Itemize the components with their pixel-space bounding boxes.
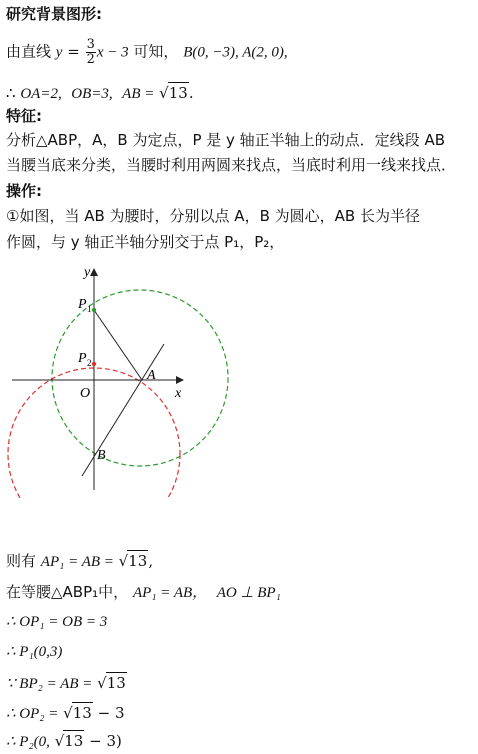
oa-length: OA=2, — [20, 86, 62, 102]
label-b: B — [97, 448, 106, 463]
heading-features: 特征: — [6, 107, 42, 125]
line-equation — [6, 38, 288, 67]
ob-length: OB=3, — [71, 86, 113, 102]
proof-7-sqrt: 13 — [64, 732, 84, 750]
proof-line-7 — [6, 730, 122, 752]
point-a: A(2, 0), — [242, 44, 288, 61]
label-p1: P — [78, 297, 87, 312]
proof-6-expr: ∴ OP₂ = — [6, 706, 59, 722]
line-prefix: 由直线 — [6, 42, 52, 61]
sqrt-sign: √ — [54, 732, 65, 750]
proof-5-sqrt: 13 — [106, 674, 126, 692]
point-p1-dot — [92, 308, 96, 312]
line-lengths — [6, 82, 194, 104]
var-y: y — [55, 44, 63, 61]
label-x: x — [175, 386, 182, 401]
equals: = — [62, 42, 85, 61]
ab-length: AB = — [122, 86, 155, 102]
proof-6-end: − 3 — [97, 704, 125, 722]
sqrt-sign: √ — [63, 704, 73, 722]
features-line-2: 当腰当底来分类，当腰时利用两圆来找点，当底时利用一线来找点． — [6, 156, 457, 174]
label-a: A — [147, 368, 156, 383]
fraction-den: 2 — [86, 52, 95, 67]
proof-5-expr: ∵ BP₂ = AB = — [6, 676, 93, 692]
proof-1-prefix: 则有 — [6, 552, 37, 570]
proof-1-expr: AP₁ = AB = — [40, 554, 114, 570]
proof-7-expr: ∴ P₂(0, — [6, 734, 50, 750]
features-line-1: 分析△ABP，A，B 为定点，P 是 y 轴正半轴上的动点．定线段 AB — [6, 131, 446, 149]
operations-line-2: 作圆，与 y 轴正半轴分别交于点 P₁，P₂， — [6, 233, 285, 251]
point-p2-dot — [92, 362, 96, 366]
sqrt-sign: √ — [159, 84, 169, 102]
operations-line-1: ①如图，当 AB 为腰时，分别以点 A，B 为圆心，AB 长为半径 — [6, 207, 420, 225]
line-suffix: 可知， — [133, 42, 179, 61]
period: . — [188, 84, 194, 102]
x-axis-arrow — [176, 376, 184, 384]
proof-7-end: − 3) — [89, 732, 122, 750]
proof-6-sqrt: 13 — [72, 704, 92, 722]
fraction-num: 3 — [86, 37, 95, 52]
heading-background: 研究背景图形: — [6, 5, 102, 23]
proof-line-1 — [6, 550, 153, 572]
label-y: y — [84, 265, 91, 280]
label-o: O — [80, 386, 91, 401]
proof-2-perp: AO ⊥ BP₁ — [216, 585, 281, 601]
sqrt-value: 13 — [168, 84, 188, 102]
line-ap1 — [94, 310, 142, 380]
x-part: x − 3 — [96, 44, 129, 61]
proof-line-2 — [6, 582, 281, 603]
proof-2-eq: AP₁ = AB， — [132, 585, 208, 601]
circle-centered-a — [52, 290, 228, 466]
point-b: B(0, −3), — [183, 44, 243, 61]
proof-2-prefix: 在等腰△ABP₁中， — [6, 583, 129, 601]
y-axis-arrow — [90, 268, 98, 276]
proof-line-6 — [6, 702, 125, 724]
sqrt-sign: √ — [97, 674, 107, 692]
heading-operations: 操作: — [6, 182, 42, 200]
proof-1-end: , — [148, 552, 154, 570]
geometry-figure — [0, 258, 240, 498]
proof-line-4: ∴ P₁(0,3) — [6, 644, 63, 660]
label-p1-sub: 1 — [87, 304, 92, 314]
proof-line-5 — [6, 672, 127, 694]
proof-line-3: ∴ OP₁ = OB = 3 — [6, 614, 108, 630]
label-p2-sub: 2 — [87, 358, 92, 368]
fraction — [86, 38, 96, 67]
sqrt-sign: √ — [118, 552, 129, 570]
proof-1-sqrt: 13 — [128, 552, 148, 570]
label-p2: P — [78, 351, 87, 366]
therefore-symbol: ∴ — [6, 84, 16, 102]
